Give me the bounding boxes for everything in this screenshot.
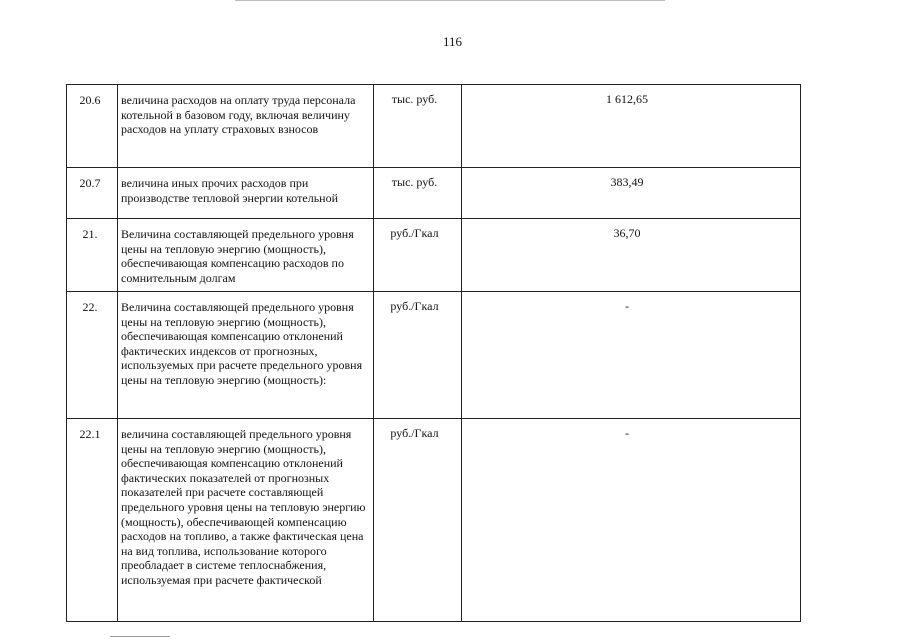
row-value: 36,70 (462, 219, 801, 292)
row-description: Величина составляющей предельного уровня цены на тепловую энергию (мощность), обеспечивающая компенсацию отклонений фактических индексов от прогнозных, используемых при расчете предельного уровня цены на тепловую энергию (мощность): (118, 292, 374, 419)
row-value: - (462, 419, 801, 622)
row-number: 20.6 (67, 85, 118, 168)
row-number: 22. (67, 292, 118, 419)
table-row (67, 219, 801, 292)
row-description: величина расходов на оплату труда персонала котельной в базовом году, включая величину расходов на уплату страховых взносов (118, 85, 374, 168)
row-description: величина составляющей предельного уровня цены на тепловую энергию (мощность), обеспечивающая компенсацию отклонений фактических показателей от прогнозных показателей при расчете составляющей предельного уровня цены на тепловую энергию (мощность), обеспечивающей компенсацию расходов на топливо, а также фактическая цена на вид топлива, использование которого преобладает в системе теплоснабжения, используемая при расчете фактической (118, 419, 374, 622)
row-unit: руб./Гкал (374, 292, 462, 419)
row-unit: тыс. руб. (374, 168, 462, 219)
row-value: - (462, 292, 801, 419)
table-row (67, 85, 801, 168)
row-number: 20.7 (67, 168, 118, 219)
row-unit: руб./Гкал (374, 419, 462, 622)
row-description: Величина составляющей предельного уровня цены на тепловую энергию (мощность), обеспечивающая компенсацию расходов по сомнительным долгам (118, 219, 374, 292)
table-row (67, 168, 801, 219)
row-value: 1 612,65 (462, 85, 801, 168)
row-number: 22.1 (67, 419, 118, 622)
row-value: 383,49 (462, 168, 801, 219)
bottom-scan-rule (110, 636, 170, 637)
table-row (67, 419, 801, 622)
row-number: 21. (67, 219, 118, 292)
page-number: 116 (442, 34, 463, 49)
row-unit: тыс. руб. (374, 85, 462, 168)
tariff-table (66, 84, 801, 622)
top-scan-rule (235, 0, 665, 1)
row-description: величина иных прочих расходов при производстве тепловой энергии котельной (118, 168, 374, 219)
row-unit: руб./Гкал (374, 219, 462, 292)
table-row (67, 292, 801, 419)
